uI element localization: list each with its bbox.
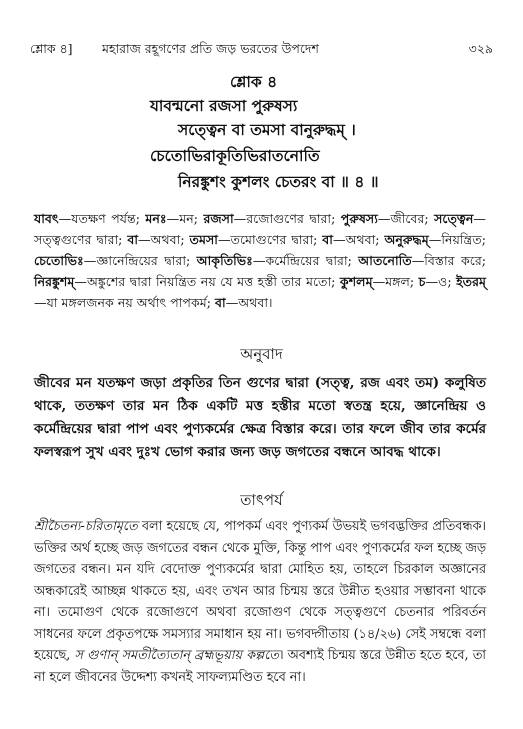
synonym-meaning: সত্ত্বগুণের দ্বারা;	[34, 232, 128, 247]
purport-segment: । অবশ্যই চিন্ময় স্তরে উন্নীত হতে হবে, তা না হলে জীবনের উদ্দেশ্য কখনই সাফল্যমণ্ডিত হবে না।	[34, 648, 487, 685]
purport-segment: বলা হয়েছে যে, পাপকর্ম এবং পুণ্যকর্ম উভয়ই ভগবদ্ভক্তির প্রতিবন্ধক। ভক্তির অর্থ হচ্ছে জড় জগতের বন্ধন থেকে মুক্তি, কিন্তু পাপ এবং পুণ্যকর্মের ফল হচ্ছে জড় জগতের বন্ধন। মন যদি বেদোক্ত পুণ্যকর্মের দ্বারা মোহিত হয়, তাহলে চিরকাল অজ্ঞানের অন্ধকারেই আচ্ছন্ন থাকতে হয়, এবং তখন আর চিন্ময় স্তরে উন্নীত হওয়ার সম্ভাবনা থাকে না। তমোগুণ থেকে রজোগুণে অথবা রজোগুণ থেকে সত্ত্বগুণে চেতনার পরিবর্তন সাধনের ফলে প্রকৃতপক্ষে সমস্যার সমাধান হয় না।	[34, 519, 486, 642]
page-number: ৩২৯	[468, 41, 493, 56]
purport-segment: (১৪/২৬) সেই সম্বন্ধে বলা হয়েছে,	[34, 626, 486, 663]
synonym-word: অনুরুদ্ধম্	[384, 232, 429, 247]
verse-heading: শ্লোক ৪	[230, 72, 278, 91]
synonym-word: পুরুষস্য	[340, 211, 378, 226]
chapter-title: মহারাজ রহূগণের প্রতি জড় ভরতের উপদেশ	[102, 41, 319, 56]
synonym-meaning: বিস্তার করে;	[424, 253, 486, 268]
purport-text	[34, 516, 486, 688]
synonym-word: তমসা	[189, 232, 218, 247]
synonym-word: যাবৎ	[34, 211, 59, 226]
synonym-meaning: তমোগুণের দ্বারা;	[230, 232, 323, 247]
purport-heading: তাৎপর্য	[240, 491, 283, 509]
running-header	[30, 40, 493, 58]
book-reference: ভগবদ্গীতায়	[286, 626, 350, 642]
synonym-meaning: যতক্ষণ পর্যন্ত;	[71, 211, 146, 226]
synonym-word: বা	[215, 295, 226, 310]
synonym-meaning: ও;	[438, 274, 457, 289]
verse-line-2: সত্ত্বেন বা তমসা বানুরুদ্ধম্ ।	[178, 120, 356, 139]
synonym-meaning: যা মঙ্গলজনক নয় অর্থাৎ পাপকর্ম;	[46, 295, 216, 310]
sanskrit-quote: স গুণান্ সমতীত্যৈতান্ ব্রহ্মভূয়ায় কল্পতে	[74, 648, 279, 663]
translation-text: জীবের মন যতক্ষণ জড়া প্রকৃতির তিন গুণের দ্বারা (সত্ত্ব, রজ এবং তম) কলুষিত থাকে, ততক্ষণ তার মন ঠিক একটি মত্ত হস্তীর মতো স্বতন্ত্র হয়ে, জ্ঞানেন্দ্রিয় ও কর্মেন্দ্রিয়ের দ্বারা পাপ এবং পুণ্যকর্মের ক্ষেত্র বিস্তার করে। তার ফলে জীব তার কর্মের ফলস্বরূপ সুখ এবং দুঃখ ভোগ করার জন্য জড় জগতের বন্ধনে আবদ্ধ থাকে।	[34, 375, 486, 460]
synonym-meaning: রজোগুণের দ্বারা;	[246, 211, 341, 226]
synonym-word: রজসা	[203, 211, 234, 226]
synonym-word: কুশলম্	[339, 274, 373, 289]
synonym-word: চেতোভিঃ	[34, 253, 84, 268]
synonym-word: সত্ত্বেন	[434, 211, 474, 226]
synonym-meaning: মঙ্গল;	[385, 274, 419, 289]
synonym-word: বা	[127, 232, 139, 247]
book-reference: শ্রীচৈতন্য-চরিতামৃতে	[34, 519, 138, 534]
synonym-meaning: জ্ঞানেন্দ্রিয়ের দ্বারা;	[96, 253, 197, 268]
synonym-meaning: অথবা;	[150, 232, 190, 247]
synonym-meaning: অথবা।	[238, 295, 273, 310]
synonym-meaning: অথবা;	[345, 232, 385, 247]
synonym-word: ইতরম্	[456, 274, 486, 289]
synonym-word: চ	[418, 274, 426, 289]
synonym-meaning: কর্মেন্দ্রিয়ের দ্বারা;	[265, 253, 359, 268]
verse-line-4: নিরঙ্কুশং কুশলং চেতরং বা ॥ ৪ ॥	[178, 172, 379, 191]
synonym-word: নিরঙ্কুশম্	[34, 274, 75, 289]
synonym-word: বা	[322, 232, 333, 247]
verse-line-1: যাবন্মনো রজসা পুরুষস্য	[150, 96, 298, 115]
synonym-word: আতনোতি	[358, 253, 412, 268]
translation-heading: অনুবাদ	[240, 345, 283, 363]
synonym-meaning: মন;	[179, 211, 204, 226]
synonym-meaning: অঙ্কুশের দ্বারা নিয়ন্ত্রিত নয় যে মত্ত হস্তী তার মতো;	[86, 274, 340, 289]
synonym-word: মনঃ	[145, 211, 167, 226]
word-for-word-synonyms: যাবৎ—যতক্ষণ পর্যন্ত; মনঃ—মন; রজসা—রজোগুণের দ্বারা; পুরুষস্য—জীবের; সত্ত্বেন—সত্ত্বগুণের দ্বারা; বা—অথবা; তমসা—তমোগুণের দ্বারা; বা—অথবা; অনুরুদ্ধম্—নিয়ন্ত্রিত; চেতোভিঃ—জ্ঞানেন্দ্রিয়ের দ্বারা; আকৃতিভিঃ—কর্মেন্দ্রিয়ের দ্বারা; আতনোতি—বিস্তার করে; নিরঙ্কুশম্—অঙ্কুশের দ্বারা নিয়ন্ত্রিত নয় যে মত্ত হস্তী তার মতো; কুশলম্—মঙ্গল; চ—ও; ইতরম্—যা মঙ্গলজনক নয় অর্থাৎ পাপকর্ম; বা—অথবা।	[34, 211, 486, 310]
chapter-verse-ref: শ্লোক ৪]	[30, 41, 73, 56]
synonym-meaning: নিয়ন্ত্রিত;	[441, 232, 486, 247]
synonym-word: আকৃতিভিঃ	[196, 253, 253, 268]
synonym-meaning: জীবের;	[390, 211, 435, 226]
verse-line-3: চেতোভিরাকূতিভিরাতনোতি	[150, 146, 320, 165]
